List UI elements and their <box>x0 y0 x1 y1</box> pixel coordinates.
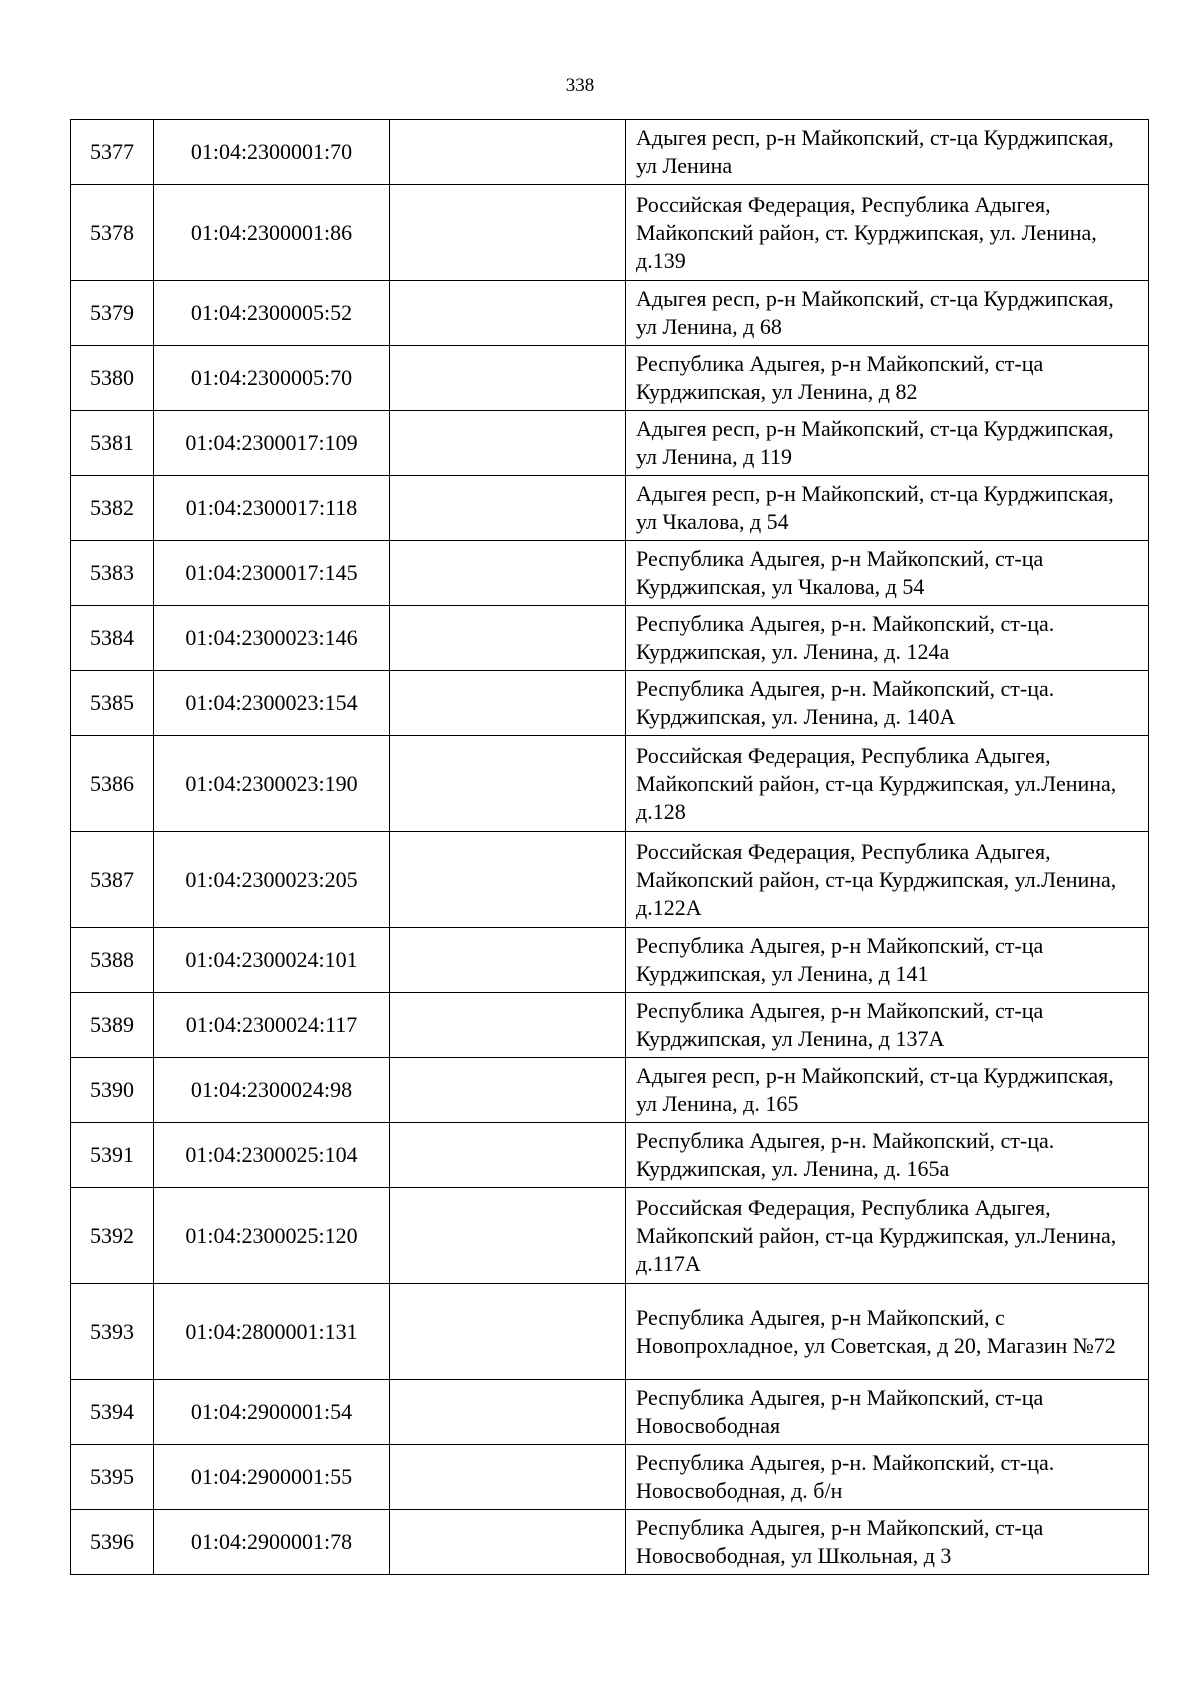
table-row <box>71 606 1149 671</box>
empty-cell <box>390 120 626 185</box>
cadastral-number-cell: 01:04:2300025:120 <box>154 1188 390 1284</box>
cadastral-number-cell: 01:04:2300017:145 <box>154 541 390 606</box>
table-row <box>71 1510 1149 1575</box>
row-number-cell: 5379 <box>71 281 154 346</box>
address-cell: Российская Федерация, Республика Адыгея, Майкопский район, ст-ца Курджипская, ул.Ленина, д.122А <box>626 832 1149 928</box>
address-cell: Республика Адыгея, р-н. Майкопский, ст-ца. Курджипская, ул. Ленина, д. 165а <box>626 1123 1149 1188</box>
table-row <box>71 1188 1149 1284</box>
row-number-cell: 5396 <box>71 1510 154 1575</box>
cadastral-number-cell: 01:04:2300001:86 <box>154 185 390 281</box>
address-cell: Республика Адыгея, р-н Майкопский, с Новопрохладное, ул Советская, д 20, Магазин №72 <box>626 1284 1149 1380</box>
table-row <box>71 1380 1149 1445</box>
address-cell: Республика Адыгея, р-н. Майкопский, ст-ца. Новосвободная, д. б/н <box>626 1445 1149 1510</box>
empty-cell <box>390 1380 626 1445</box>
empty-cell <box>390 411 626 476</box>
empty-cell <box>390 993 626 1058</box>
empty-cell <box>390 1284 626 1380</box>
address-cell: Республика Адыгея, р-н Майкопский, ст-ца Новосвободная <box>626 1380 1149 1445</box>
cadastral-number-cell: 01:04:2900001:54 <box>154 1380 390 1445</box>
address-cell: Республика Адыгея, р-н Майкопский, ст-ца Курджипская, ул Ленина, д 141 <box>626 928 1149 993</box>
cadastral-number-cell: 01:04:2300017:109 <box>154 411 390 476</box>
cadastral-number-cell: 01:04:2300005:70 <box>154 346 390 411</box>
page-number: 338 <box>565 75 595 96</box>
empty-cell <box>390 1058 626 1123</box>
empty-cell <box>390 1510 626 1575</box>
address-cell: Адыгея респ, р-н Майкопский, ст-ца Курджипская, ул Ленина <box>626 120 1149 185</box>
empty-cell <box>390 606 626 671</box>
cadastral-number-cell: 01:04:2300023:146 <box>154 606 390 671</box>
row-number-cell: 5380 <box>71 346 154 411</box>
table-row <box>71 411 1149 476</box>
address-cell: Адыгея респ, р-н Майкопский, ст-ца Курджипская, ул Ленина, д. 165 <box>626 1058 1149 1123</box>
empty-cell <box>390 346 626 411</box>
address-cell: Адыгея респ, р-н Майкопский, ст-ца Курджипская, ул Ленина, д 68 <box>626 281 1149 346</box>
address-cell: Республика Адыгея, р-н Майкопский, ст-ца Курджипская, ул Чкалова, д 54 <box>626 541 1149 606</box>
table-row <box>71 281 1149 346</box>
cadastral-number-cell: 01:04:2800001:131 <box>154 1284 390 1380</box>
empty-cell <box>390 736 626 832</box>
cadastral-number-cell: 01:04:2300024:98 <box>154 1058 390 1123</box>
cadastral-number-cell: 01:04:2300001:70 <box>154 120 390 185</box>
empty-cell <box>390 541 626 606</box>
table-row <box>71 1058 1149 1123</box>
row-number-cell: 5389 <box>71 993 154 1058</box>
table-body <box>71 120 1149 1575</box>
row-number-cell: 5381 <box>71 411 154 476</box>
table-row <box>71 1284 1149 1380</box>
address-cell: Адыгея респ, р-н Майкопский, ст-ца Курджипская, ул Чкалова, д 54 <box>626 476 1149 541</box>
row-number-cell: 5384 <box>71 606 154 671</box>
table-row <box>71 476 1149 541</box>
address-cell: Республика Адыгея, р-н. Майкопский, ст-ца. Курджипская, ул. Ленина, д. 140А <box>626 671 1149 736</box>
table-row <box>71 1123 1149 1188</box>
empty-cell <box>390 185 626 281</box>
table-row <box>71 1445 1149 1510</box>
address-cell: Республика Адыгея, р-н Майкопский, ст-ца Курджипская, ул Ленина, д 82 <box>626 346 1149 411</box>
cadastral-number-cell: 01:04:2300005:52 <box>154 281 390 346</box>
table-row <box>71 736 1149 832</box>
row-number-cell: 5395 <box>71 1445 154 1510</box>
address-cell: Российская Федерация, Республика Адыгея, Майкопский район, ст-ца Курджипская, ул.Ленина, д.128 <box>626 736 1149 832</box>
row-number-cell: 5390 <box>71 1058 154 1123</box>
address-cell: Республика Адыгея, р-н Майкопский, ст-ца Новосвободная, ул Школьная, д 3 <box>626 1510 1149 1575</box>
row-number-cell: 5392 <box>71 1188 154 1284</box>
table-row <box>71 671 1149 736</box>
empty-cell <box>390 1188 626 1284</box>
empty-cell <box>390 476 626 541</box>
row-number-cell: 5391 <box>71 1123 154 1188</box>
row-number-cell: 5382 <box>71 476 154 541</box>
cadastral-registry-table <box>70 119 1149 1575</box>
address-cell: Российская Федерация, Республика Адыгея, Майкопский район, ст-ца Курджипская, ул.Ленина, д.117А <box>626 1188 1149 1284</box>
address-cell: Республика Адыгея, р-н Майкопский, ст-ца Курджипская, ул Ленина, д 137А <box>626 993 1149 1058</box>
address-cell: Российская Федерация, Республика Адыгея, Майкопский район, ст. Курджипская, ул. Ленина, д.139 <box>626 185 1149 281</box>
address-cell: Адыгея респ, р-н Майкопский, ст-ца Курджипская, ул Ленина, д 119 <box>626 411 1149 476</box>
cadastral-number-cell: 01:04:2300023:205 <box>154 832 390 928</box>
row-number-cell: 5383 <box>71 541 154 606</box>
cadastral-number-cell: 01:04:2300023:154 <box>154 671 390 736</box>
address-cell: Республика Адыгея, р-н. Майкопский, ст-ца. Курджипская, ул. Ленина, д. 124а <box>626 606 1149 671</box>
cadastral-number-cell: 01:04:2900001:78 <box>154 1510 390 1575</box>
cadastral-number-cell: 01:04:2300017:118 <box>154 476 390 541</box>
empty-cell <box>390 928 626 993</box>
row-number-cell: 5388 <box>71 928 154 993</box>
empty-cell <box>390 1123 626 1188</box>
empty-cell <box>390 281 626 346</box>
row-number-cell: 5385 <box>71 671 154 736</box>
row-number-cell: 5387 <box>71 832 154 928</box>
row-number-cell: 5378 <box>71 185 154 281</box>
cadastral-number-cell: 01:04:2900001:55 <box>154 1445 390 1510</box>
cadastral-number-cell: 01:04:2300025:104 <box>154 1123 390 1188</box>
table-row <box>71 120 1149 185</box>
empty-cell <box>390 671 626 736</box>
empty-cell <box>390 1445 626 1510</box>
row-number-cell: 5377 <box>71 120 154 185</box>
table-row <box>71 928 1149 993</box>
table-row <box>71 346 1149 411</box>
table-row <box>71 185 1149 281</box>
table-row <box>71 993 1149 1058</box>
row-number-cell: 5393 <box>71 1284 154 1380</box>
cadastral-number-cell: 01:04:2300024:101 <box>154 928 390 993</box>
empty-cell <box>390 832 626 928</box>
table-row <box>71 541 1149 606</box>
row-number-cell: 5386 <box>71 736 154 832</box>
table-row <box>71 832 1149 928</box>
cadastral-number-cell: 01:04:2300023:190 <box>154 736 390 832</box>
row-number-cell: 5394 <box>71 1380 154 1445</box>
cadastral-number-cell: 01:04:2300024:117 <box>154 993 390 1058</box>
